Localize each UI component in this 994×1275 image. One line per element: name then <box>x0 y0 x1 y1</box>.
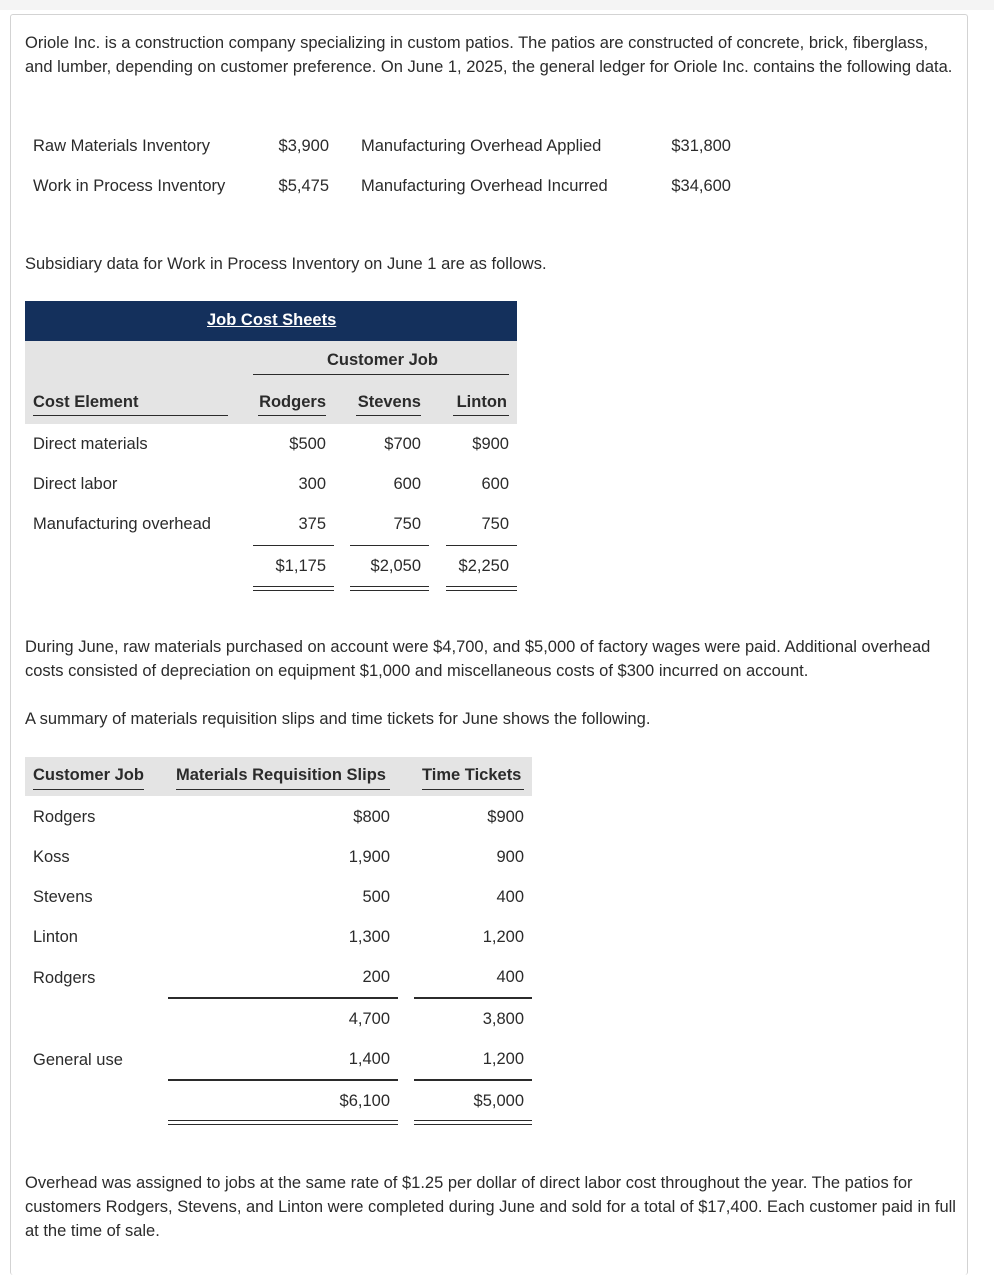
total-double-rule <box>168 1120 398 1125</box>
total-double-rule <box>414 1120 532 1125</box>
time-cell: 400 <box>496 968 524 986</box>
time-tickets-header: Time Tickets <box>422 766 522 784</box>
materials-cell: $800 <box>353 808 390 826</box>
cost-element-header: Cost Element <box>33 393 139 411</box>
total-double-rule <box>446 586 517 591</box>
materials-cell: 500 <box>362 888 390 906</box>
time-cell: 900 <box>496 848 524 866</box>
col-header-rodgers: Rodgers <box>259 393 326 411</box>
time-cell: 1,200 <box>482 1050 524 1068</box>
cost-cell: $500 <box>289 435 326 453</box>
ledger-label: Manufacturing Overhead Incurred <box>361 177 608 195</box>
general-use-label: General use <box>33 1051 123 1069</box>
ledger-label: Raw Materials Inventory <box>33 137 210 155</box>
column-header-rule <box>453 415 509 416</box>
cost-cell: 750 <box>393 515 421 533</box>
customer-job-group-header: Customer Job <box>327 351 438 369</box>
col-header-stevens: Stevens <box>357 393 421 411</box>
time-total: $5,000 <box>473 1092 524 1110</box>
materials-cell: 1,300 <box>348 928 390 946</box>
subtotal-rule <box>168 997 398 999</box>
cost-cell: $700 <box>384 435 421 453</box>
requisition-row-job: Rodgers <box>33 969 96 987</box>
materials-cell: 200 <box>362 968 390 986</box>
cost-cell: 600 <box>393 475 421 493</box>
cost-cell: $900 <box>472 435 509 453</box>
cost-cell: 750 <box>481 515 509 533</box>
customer-job-header: Customer Job <box>33 766 144 784</box>
requisition-row-job: Rodgers <box>33 808 96 826</box>
materials-cell: 1,900 <box>348 848 390 866</box>
group-header-rule <box>253 374 509 375</box>
time-cell: $900 <box>487 808 524 826</box>
requisition-row-job: Linton <box>33 928 78 946</box>
job-cost-title: Job Cost Sheets <box>207 311 337 329</box>
materials-total: $6,100 <box>339 1092 390 1110</box>
total-rule <box>414 1079 532 1081</box>
ledger-label: Manufacturing Overhead Applied <box>361 137 602 155</box>
ledger-label: Work in Process Inventory <box>33 177 226 195</box>
cost-row-label: Direct materials <box>33 435 148 453</box>
cost-cell: 600 <box>481 475 509 493</box>
ledger-value: $5,475 <box>278 177 329 195</box>
materials-cell: 1,400 <box>348 1050 390 1068</box>
total-double-rule <box>253 586 334 591</box>
intro-paragraph: Oriole Inc. is a construction company specializing in custom patios. The patios are constructed of concrete, brick, fiberglass, and lumber, depending on customer preference. On June 1, 2025, the general ledger for Oriole Inc. contains the following data. <box>25 34 953 76</box>
cost-cell: 375 <box>298 515 326 533</box>
ledger-value: $3,900 <box>278 137 329 155</box>
subtotal-rule <box>350 545 429 546</box>
requisition-row-job: Stevens <box>33 888 93 906</box>
cost-row-label: Direct labor <box>33 475 118 493</box>
subtotal-rule <box>446 545 517 546</box>
cost-total: $1,175 <box>275 557 326 575</box>
total-double-rule <box>350 586 429 591</box>
subtotal-rule <box>414 997 532 999</box>
requisition-row-job: Koss <box>33 848 70 866</box>
column-header-rule <box>258 415 326 416</box>
materials-requisition-header: Materials Requisition Slips <box>176 766 386 784</box>
cost-total: $2,050 <box>370 557 421 575</box>
time-cell: 1,200 <box>482 928 524 946</box>
cost-row-label: Manufacturing overhead <box>33 515 211 533</box>
column-header-rule <box>33 415 228 416</box>
ledger-value: $34,600 <box>671 177 731 195</box>
cost-cell: 300 <box>298 475 326 493</box>
column-header-rule <box>33 789 144 790</box>
column-header-rule <box>356 415 421 416</box>
total-rule <box>168 1079 398 1081</box>
col-header-linton: Linton <box>456 393 507 411</box>
column-header-rule <box>422 789 524 790</box>
cost-total: $2,250 <box>458 557 509 575</box>
subtotal-rule <box>253 545 334 546</box>
materials-subtotal: 4,700 <box>348 1010 390 1028</box>
subsidiary-text: Subsidiary data for Work in Process Inventory on June 1 are as follows. <box>25 255 547 273</box>
overhead-paragraph: Overhead was assigned to jobs at the same rate of $1.25 per dollar of direct labor cost throughout the year. The patios for customers Rodgers, Stevens, and Linton were completed during June and sold for a total of $17,400. Each customer paid in full at the time of sale. <box>25 1174 956 1240</box>
column-header-rule <box>176 789 390 790</box>
june-paragraph: During June, raw materials purchased on account were $4,700, and $5,000 of factory wages were paid. Additional overhead costs consisted of depreciation on equipment $1,000 and miscellaneous costs of $300 incurred on account. <box>25 638 931 680</box>
ledger-value: $31,800 <box>671 137 731 155</box>
time-subtotal: 3,800 <box>482 1010 524 1028</box>
summary-text: A summary of materials requisition slips and time tickets for June shows the following. <box>25 710 651 728</box>
top-strip <box>0 0 994 10</box>
time-cell: 400 <box>496 888 524 906</box>
